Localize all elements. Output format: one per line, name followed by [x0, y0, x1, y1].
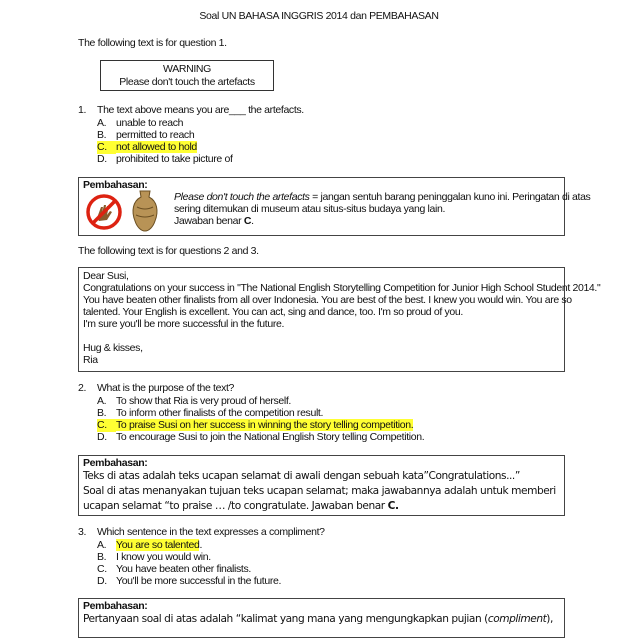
option-text: unable to reach	[116, 117, 184, 129]
warning-text: Please don't touch the artefacts	[119, 76, 255, 88]
option-text: To praise Susi on her success in winning the story telling competition.	[116, 419, 414, 431]
option-text: You have beaten other finalists.	[116, 563, 251, 575]
vase-artefact-icon	[129, 189, 161, 237]
warning-sign-box	[100, 60, 274, 91]
option-letter: C.	[97, 141, 116, 154]
option-letter: C.	[97, 419, 116, 432]
q2-discussion-box	[78, 455, 565, 516]
q2-question-text: What is the purpose of the text?	[97, 382, 235, 394]
q3-discussion-line1	[83, 613, 553, 626]
option-letter: B.	[97, 129, 107, 141]
option-letter: A.	[97, 395, 107, 407]
option-text: not allowed to hold	[116, 141, 197, 153]
answer-letter: C	[243, 215, 252, 227]
discussion-text: = jangan sentuh barang peninggalan kuno ini. Peringatan di atas	[309, 191, 591, 203]
q3-discussion-box	[78, 598, 565, 638]
answer-letter: C.	[387, 500, 399, 512]
q2-discussion-line2: Soal di atas menanyakan tujuan teks ucapan selamat; maka jawabannya adalah untuk memberi	[83, 485, 556, 497]
option-text: You are so talented	[116, 539, 200, 551]
option-letter: D.	[97, 431, 107, 443]
q1-option-d[interactable]	[97, 153, 233, 166]
option-letter: C.	[97, 563, 107, 575]
letter-line: I'm sure you'll be more successful in the future.	[83, 318, 285, 330]
answer-suffix: .	[251, 215, 254, 227]
letter-line: Congratulations on your success in "The National English Storytelling Competition for Junior High School Student 2014."	[83, 282, 601, 294]
discussion-text: ucapan selamat “to praise … /to congratulate. Jawaban benar	[83, 500, 388, 512]
discussion-text: ),	[546, 613, 553, 625]
discussion-text: Pertanyaan soal di atas adalah “kalimat yang mana yang mengungkapkan pujian (	[83, 613, 488, 625]
q3-option-d[interactable]	[97, 575, 281, 588]
option-letter: D.	[97, 153, 107, 165]
q3-number: 3.	[78, 526, 87, 538]
q1-answer-line	[174, 215, 254, 228]
q2-option-d[interactable]	[97, 431, 424, 444]
letter-line: Hug & kisses,	[83, 342, 143, 354]
q1-number: 1.	[78, 104, 87, 116]
q1-discussion-line2: sering ditemukan di museum atau situs-situs budaya yang lain.	[174, 203, 446, 215]
letter-line: Ria	[83, 354, 98, 366]
q2-discussion-title: Pembahasan:	[83, 457, 148, 469]
q3-question	[78, 526, 325, 539]
option-text: You'll be more successful in the future.	[116, 575, 282, 587]
q2-discussion-line1: Teks di atas adalah teks ucapan selamat di awali dengan sebuah kata”Congratulations...”	[83, 470, 520, 482]
q1-discussion-box	[78, 177, 591, 236]
no-touch-icon	[85, 193, 123, 235]
option-suffix: .	[199, 539, 203, 551]
option-letter: D.	[97, 575, 107, 587]
q2-number: 2.	[78, 382, 87, 394]
warning-title: WARNING	[163, 63, 211, 75]
discussion-italic: compliment	[487, 613, 547, 625]
q1-question-text: The text above means you are___ the artefacts.	[97, 104, 304, 116]
option-letter: B.	[97, 551, 107, 563]
document-title: Soal UN BAHASA INGGRIS 2014 dan PEMBAHASAN	[199, 10, 439, 22]
q3-discussion-title: Pembahasan:	[83, 600, 148, 612]
letter-line: You have beaten other finalists from all over Indonesia. You are best of the best. I knew you would win. You are so	[83, 294, 572, 306]
letter-line: Dear Susi,	[83, 270, 129, 282]
letter-line: talented. Your English is excellent. You can act, sing and dance, too. I'm so proud of you.	[83, 306, 463, 318]
letter-line	[83, 330, 560, 342]
option-letter: B.	[97, 407, 107, 419]
option-letter: A.	[97, 117, 107, 129]
letter-box	[78, 267, 601, 372]
q23-intro: The following text is for questions 2 and 3.	[78, 245, 259, 257]
option-text: To encourage Susi to join the National English Story telling Competition.	[116, 431, 425, 443]
option-text: I know you would win.	[116, 551, 211, 563]
option-text: permitted to reach	[116, 129, 195, 141]
quoted-warning: Please don't touch the artefacts	[174, 191, 310, 203]
option-letter: A.	[97, 539, 107, 551]
q1-question	[78, 104, 304, 117]
q2-discussion-line3	[83, 500, 399, 513]
option-text: prohibited to take picture of	[116, 153, 233, 165]
q2-question	[78, 382, 234, 395]
option-text: To inform other finalists of the competition result.	[116, 407, 324, 419]
answer-prefix: Jawaban benar	[174, 215, 244, 227]
q1-intro: The following text is for question 1.	[78, 37, 227, 49]
q3-question-text: Which sentence in the text expresses a compliment?	[97, 526, 325, 538]
q1-discussion-title: Pembahasan:	[83, 179, 148, 191]
option-text: To show that Ria is very proud of herself.	[116, 395, 291, 407]
